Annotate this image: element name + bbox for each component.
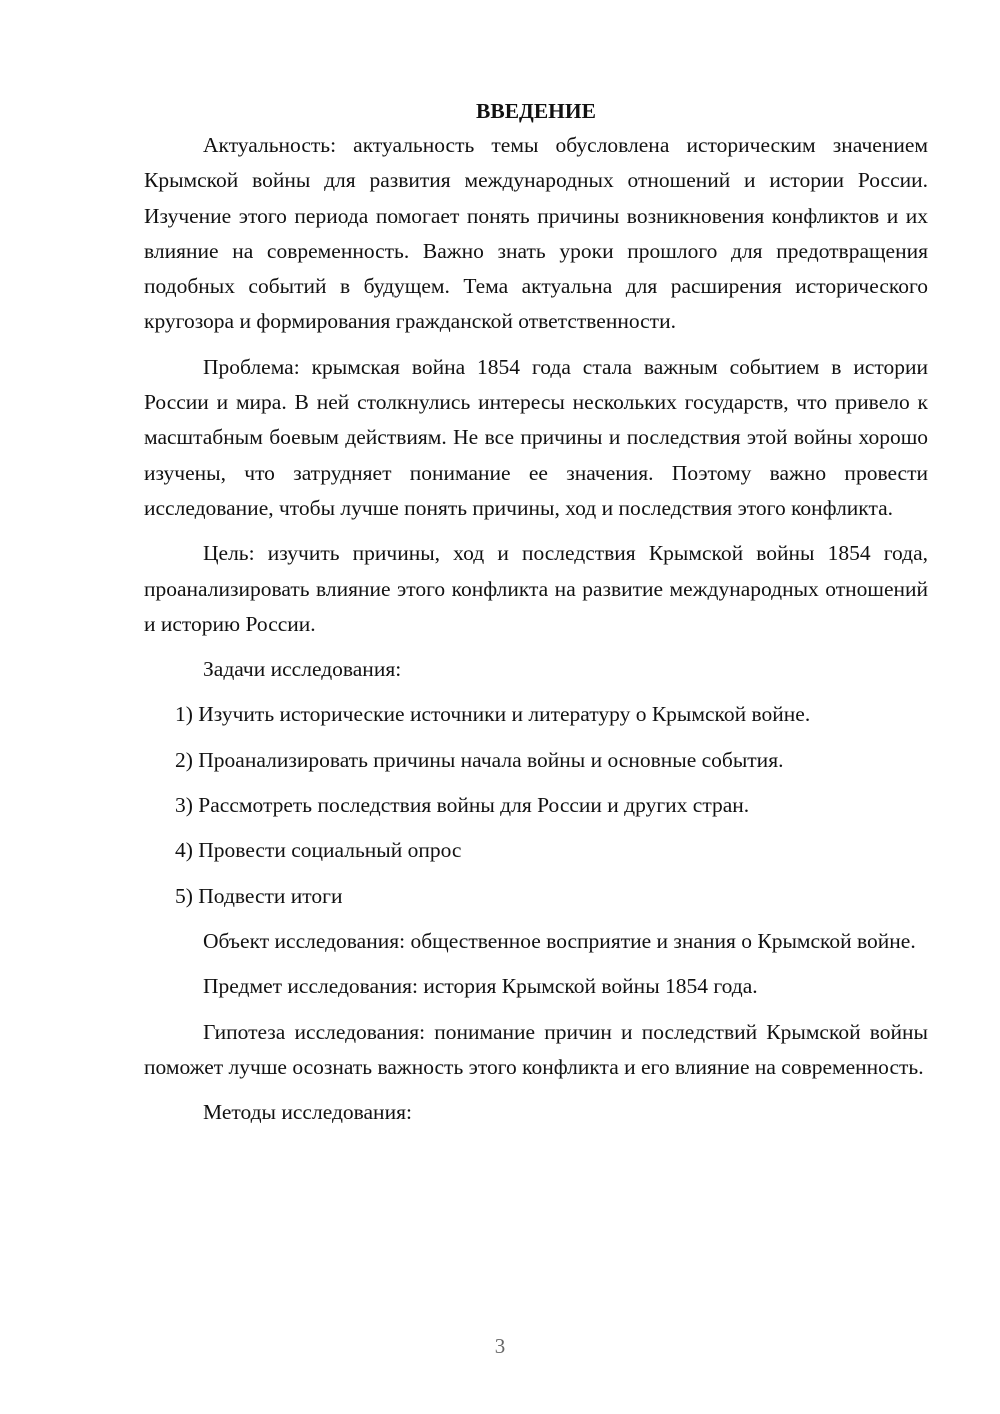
paragraph-relevance: Актуальность: актуальность темы обусловлена историческим значением Крымской войны для развития международных отношений и истории России. Изучение этого периода помогает понять причины возникновения конфликтов и их влияние на современность. Важно знать уроки прошлого для предотвращения подобных событий в будущем. Тема актуальна для расширения исторического кругозора и формирования гражданской ответственности. xyxy=(144,133,928,334)
paragraph-hypothesis: Гипотеза исследования: понимание причин и последствий Крымской войны поможет лучше осознать важность этого конфликта и его влияние на современность. xyxy=(144,1019,928,1079)
task-item: 2) Проанализировать причины начала войны и основные события. xyxy=(175,747,784,772)
task-item: 3) Рассмотреть последствия войны для России и других стран. xyxy=(175,793,750,818)
paragraph-goal: Цель: изучить причины, ход и последствия Крымской войны 1854 года, проанализировать влияние этого конфликта на развитие международных отношений и историю России. xyxy=(144,541,928,636)
tasks-heading: Задачи исследования: xyxy=(203,657,402,682)
page-content xyxy=(144,96,928,1140)
paragraph-object: Объект исследования: общественное восприятие и знания о Крымской войне. xyxy=(203,928,916,953)
task-item: 1) Изучить исторические источники и литературу о Крымской войне. xyxy=(175,702,811,727)
methods-heading: Методы исследования: xyxy=(203,1100,412,1125)
task-item: 5) Подвести итоги xyxy=(175,883,343,908)
paragraph-subject: Предмет исследования: история Крымской войны 1854 года. xyxy=(203,974,758,999)
paragraph-problem: Проблема: крымская война 1854 года стала важным событием в истории России и мира. В ней столкнулись интересы нескольких государств, что привело к масштабным боевым действиям. Не все причины и последствия этой войны хорошо изучены, что затрудняет понимание ее значения. Поэтому важно провести исследование, чтобы лучше понять причины, ход и последствия этого конфликта. xyxy=(144,354,928,520)
task-item: 4) Провести социальный опрос xyxy=(175,838,462,863)
section-title: ВВЕДЕНИЕ xyxy=(476,99,596,123)
page-number: 3 xyxy=(494,1334,506,1358)
tasks-list xyxy=(144,697,928,913)
